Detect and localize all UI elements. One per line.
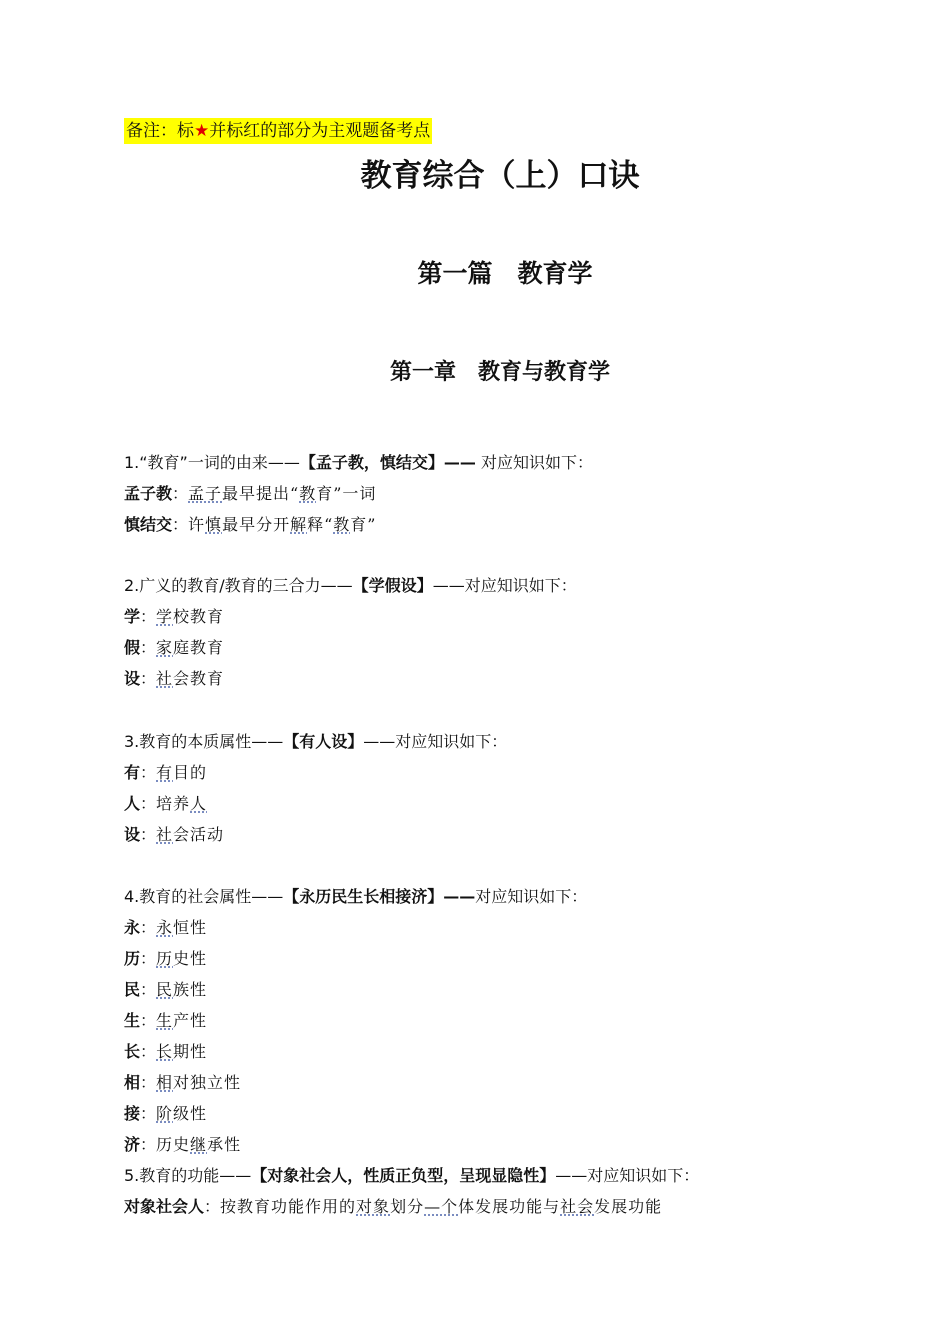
section-2 — [124, 570, 884, 694]
section-heading: 5.教育的功能——【对象社会人，性质正负型，呈现显隐性】——对应知识如下： — [124, 1166, 700, 1185]
list-item: 设：社会活动 — [124, 825, 225, 844]
list-item: 孟子教：孟子最早提出“教育”一词 — [124, 484, 377, 503]
list-item: 永：永恒性 — [124, 918, 208, 937]
document-title: 教育综合（上）口诀 — [360, 158, 640, 194]
list-item: 长：长期性 — [124, 1042, 208, 1061]
list-item: 济：历史继承性 — [124, 1135, 242, 1154]
section-heading: 2.广义的教育/教育的三合力——【学假设】——对应知识如下： — [124, 576, 577, 595]
list-item: 慎结交：许慎最早分开解释“教育” — [124, 515, 377, 534]
section-heading: 1.“教育”一词的由来——【孟子教，慎结交】—— 对应知识如下： — [124, 453, 593, 472]
list-item: 有：有目的 — [124, 763, 208, 782]
list-item: 人：培养人 — [124, 794, 208, 813]
section-heading: 4.教育的社会属性——【永历民生长相接济】——对应知识如下： — [124, 887, 588, 906]
list-item: 假：家庭教育 — [124, 638, 225, 657]
section-1 — [124, 447, 884, 540]
list-item: 历：历史性 — [124, 949, 208, 968]
list-item: 生：生产性 — [124, 1011, 208, 1030]
remark-note — [124, 118, 432, 144]
list-item: 对象社会人：按教育功能作用的对象划分—个体发展功能与社会发展功能 — [124, 1197, 663, 1216]
list-item: 相：相对独立性 — [124, 1073, 242, 1092]
remark-prefix: 备注：标 — [126, 121, 194, 141]
section-heading: 3.教育的本质属性——【有人设】——对应知识如下： — [124, 732, 508, 751]
list-item: 学：学校教育 — [124, 607, 225, 626]
chapter-title: 第一章 教育与教育学 — [389, 360, 610, 385]
star-icon: ★ — [194, 121, 210, 141]
list-item: 设：社会教育 — [124, 669, 225, 688]
section-3 — [124, 726, 884, 850]
list-item: 民：民族性 — [124, 980, 208, 999]
list-item: 接：阶级性 — [124, 1104, 208, 1123]
remark-suffix: 并标红的部分为主观题备考点 — [209, 121, 431, 141]
part-title: 第一篇 教育学 — [417, 259, 593, 288]
section-4 — [124, 881, 884, 1222]
